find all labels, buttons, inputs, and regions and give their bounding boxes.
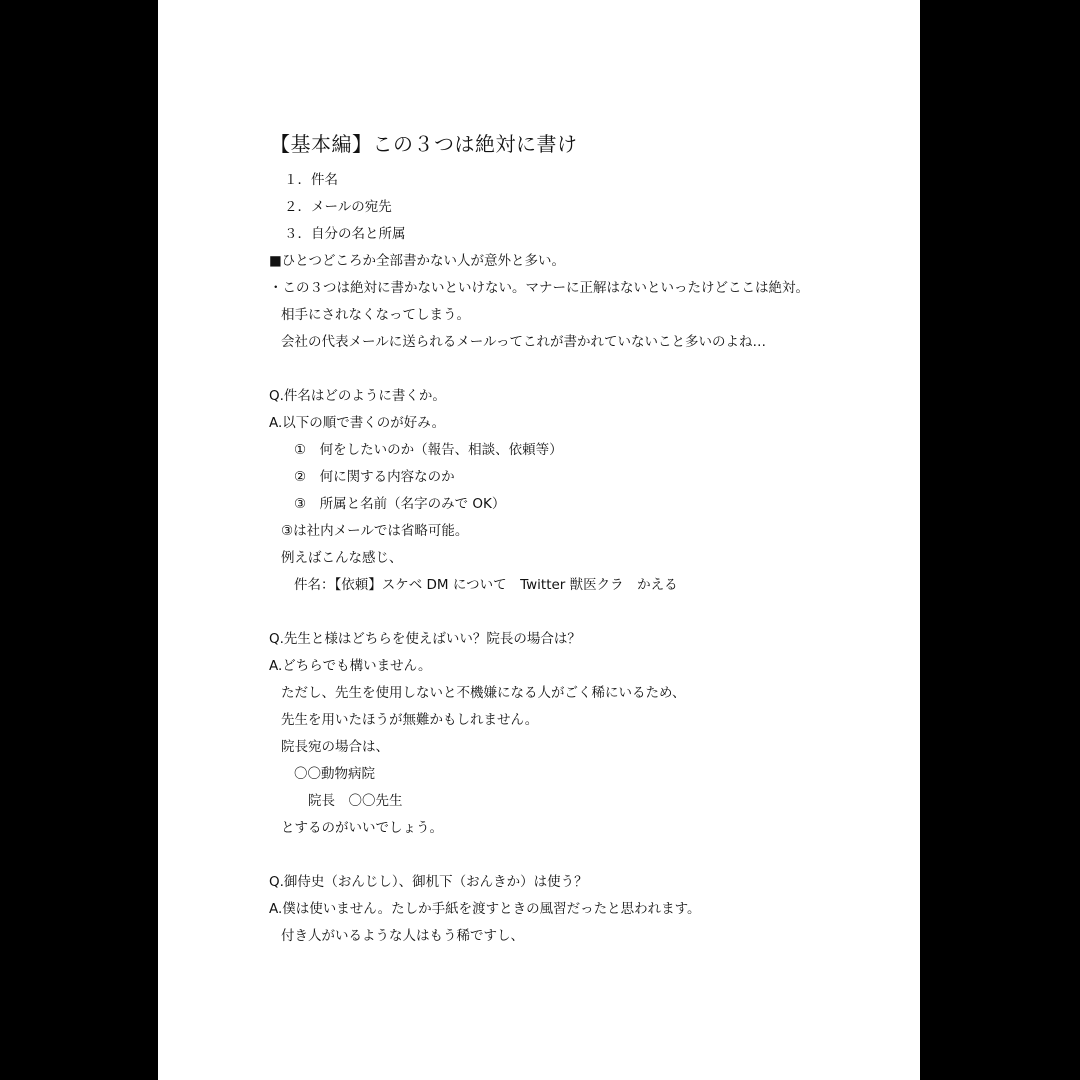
paragraph-line: とするのがいいでしょう。	[281, 820, 443, 836]
list-item: ① 何をしたいのか（報告、相談、依頼等）	[294, 442, 563, 458]
example-address-line: 〇〇動物病院	[294, 766, 375, 782]
paragraph-line: 会社の代表メールに送られるメールってこれが書かれていないこと多いのよね…	[281, 334, 767, 350]
numbered-item: １．件名	[284, 172, 338, 188]
paragraph-line: ・この３つは絶対に書かないといけない。マナーに正解はないといったけどここは絶対。	[269, 280, 809, 296]
paragraph-line: 例えばこんな感じ、	[281, 550, 403, 566]
list-item: ③ 所属と名前（名字のみで OK）	[294, 496, 506, 512]
list-item: ② 何に関する内容なのか	[294, 469, 455, 485]
example-subject-line: 件名：【依頼】スケベ DM について Twitter 獣医クラ かえる	[294, 577, 678, 593]
question-line: Q.先生と様はどちらを使えばいい？院長の場合は？	[269, 631, 581, 647]
numbered-item: ２．メールの宛先	[284, 199, 392, 215]
paragraph-line: ■ひとつどころか全部書かない人が意外と多い。	[269, 253, 565, 269]
paragraph-line: ③は社内メールでは省略可能。	[281, 523, 469, 539]
answer-line: A.以下の順で書くのが好み。	[269, 415, 446, 431]
document-title: 【基本編】この３つは絶対に書け	[270, 132, 578, 156]
paragraph-line: 相手にされなくなってしまう。	[281, 307, 470, 323]
paragraph-line: ただし、先生を使用しないと不機嫌になる人がごく稀にいるため、	[281, 685, 686, 701]
paragraph-line: 先生を用いたほうが無難かもしれません。	[281, 712, 539, 728]
answer-line: A.僕は使いません。たしか手紙を渡すときの風習だったと思われます。	[269, 901, 701, 917]
numbered-item: ３．自分の名と所属	[284, 226, 406, 242]
paragraph-line: 院長宛の場合は、	[281, 739, 389, 755]
question-line: Q.件名はどのように書くか。	[269, 388, 446, 404]
answer-line: A.どちらでも構いません。	[269, 658, 432, 674]
example-address-line: 院長 〇〇先生	[308, 793, 403, 809]
question-line: Q.御侍史（おんじし）、御机下（おんきか）は使う？	[269, 874, 588, 890]
paragraph-line: 付き人がいるような人はもう稀ですし、	[281, 928, 524, 944]
document-page	[158, 0, 920, 1080]
